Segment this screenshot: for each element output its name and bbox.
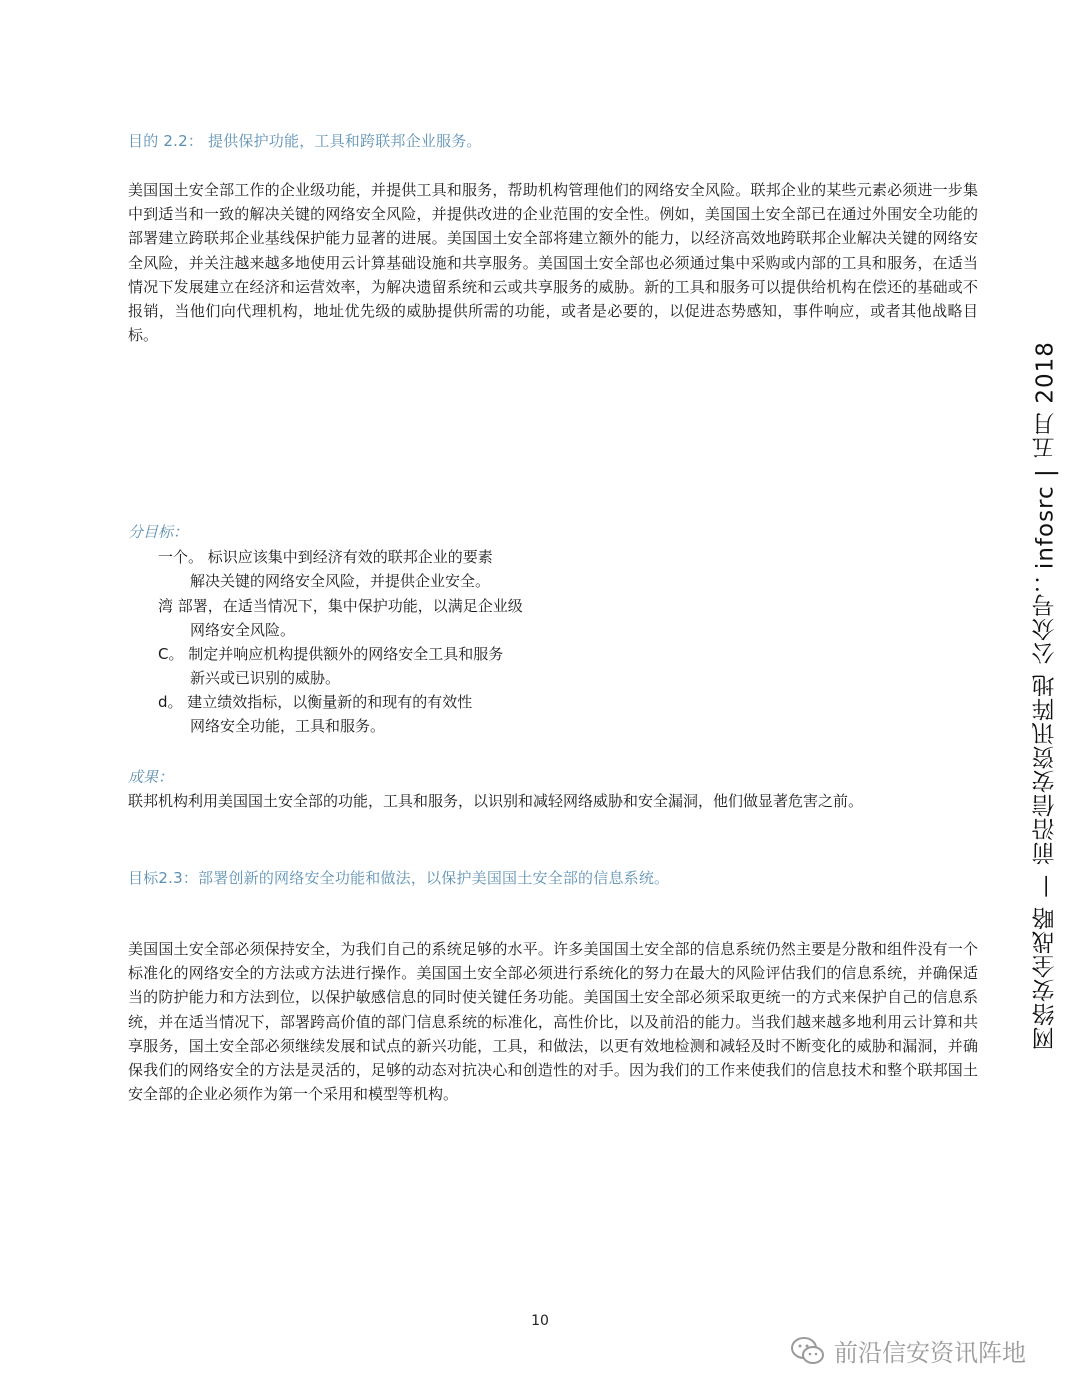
subgoals-label: 分目标：: [128, 523, 189, 541]
body-paragraph-2: 美国国土安全部必须保持安全，为我们自己的系统足够的水平。许多美国国土安全部的信息系统仍然主要是分散和组件没有一个标准化的网络安全的方法或方法进行操作。美国国土安全部必须进行系统化的努力在最大的风险评估我们的信息系统，并确保适当的防护能力和方法到位，以保护敏感信息的同时使关键任务功能。美国国土安全部必须采取更统一的方式来保护自己的信息系统，并在适当情况下，部署跨高价值的部门信息系统的标准化，高性价比，以及前沿的能力。当我们越来越多地利用云计算和共享服务，国土安全部必须继续发展和试点的新兴功能，工具，和做法，以更有效地检测和减轻及时不断变化的威胁和漏洞，并确保我们的网络安全的方法是灵活的，足够的动态对抗决心和创造性的对手。因为我们的工作来使我们的信息技术和整个联邦国土安全部的企业必须作为第一个采用和模型等机构。: [128, 940, 978, 1104]
subgoal-line: 湾 部署，在适当情况下，集中保护功能，以满足企业级: [158, 597, 523, 615]
watermark-text: 前沿信安资讯阵地: [834, 1339, 1026, 1367]
subgoal-line: C。 制定并响应机构提供额外的网络安全工具和服务: [158, 645, 504, 663]
subgoal-item: [158, 642, 503, 690]
subgoal-line: 网络安全功能，工具和服务。: [190, 717, 386, 736]
subgoal-line: 解决关键的网络安全风险，并提供企业安全。: [190, 572, 491, 591]
section-heading-2-3: 目标2.3：部署创新的网络安全功能和做法，以保护美国国土安全部的信息系统。: [128, 869, 670, 887]
section-heading-2-2: 目的 2.2： 提供保护功能，工具和跨联邦企业服务。: [128, 132, 482, 150]
subgoal-item: [158, 545, 493, 593]
page-number: 10: [531, 1313, 549, 1329]
subgoal-line: 新兴或已识别的威胁。: [190, 669, 341, 688]
body-paragraph-1: 美国国土安全部工作的企业级功能，并提供工具和服务，帮助机构管理他们的网络安全风险。联邦企业的某些元素必须进一步集中到适当和一致的解决关键的网络安全风险，并提供改进的企业范围的安全性。例如，美国国土安全部已在通过外围安全功能的部署建立跨联邦企业基线保护能力显著的进展。美国国土安全部将建立额外的能力，以经济高效地跨联邦企业解决关键的网络安全风险，并关注越来越多地使用云计算基础设施和共享服务。美国国土安全部也必须通过集中采购或内部的工具和服务，在适当情况下发展建立在经济和运营效率，为解决遗留系统和云或共享服务的威胁。新的工具和服务可以提供给机构在偿还的基础或不报销，当他们向代理机构，地址优先级的威胁提供所需的功能，或者是必要的，以促进态势感知，事件响应，或者其他战略目标。: [128, 181, 978, 345]
subgoal-line: 网络安全风险。: [190, 621, 296, 640]
subgoal-item: [158, 690, 472, 738]
outcome-text: 联邦机构利用美国国土安全部的功能，工具和服务，以识别和减轻网络威胁和安全漏洞，他们做显著危害之前。: [128, 792, 864, 810]
wechat-icon: [790, 1336, 826, 1366]
side-banner: 网络安全战略 — 前沿信安资讯阵地 公众号：infosrc | 五月 2018: [1032, 341, 1059, 1050]
watermark: [790, 1333, 1026, 1368]
subgoal-item: [158, 594, 523, 642]
subgoal-line: d。 建立绩效指标，以衡量新的和现有的有效性: [158, 693, 473, 711]
subgoal-line: 一个。 标识应该集中到经济有效的联邦企业的要素: [158, 548, 493, 566]
outcome-label: 成果：: [128, 768, 174, 786]
